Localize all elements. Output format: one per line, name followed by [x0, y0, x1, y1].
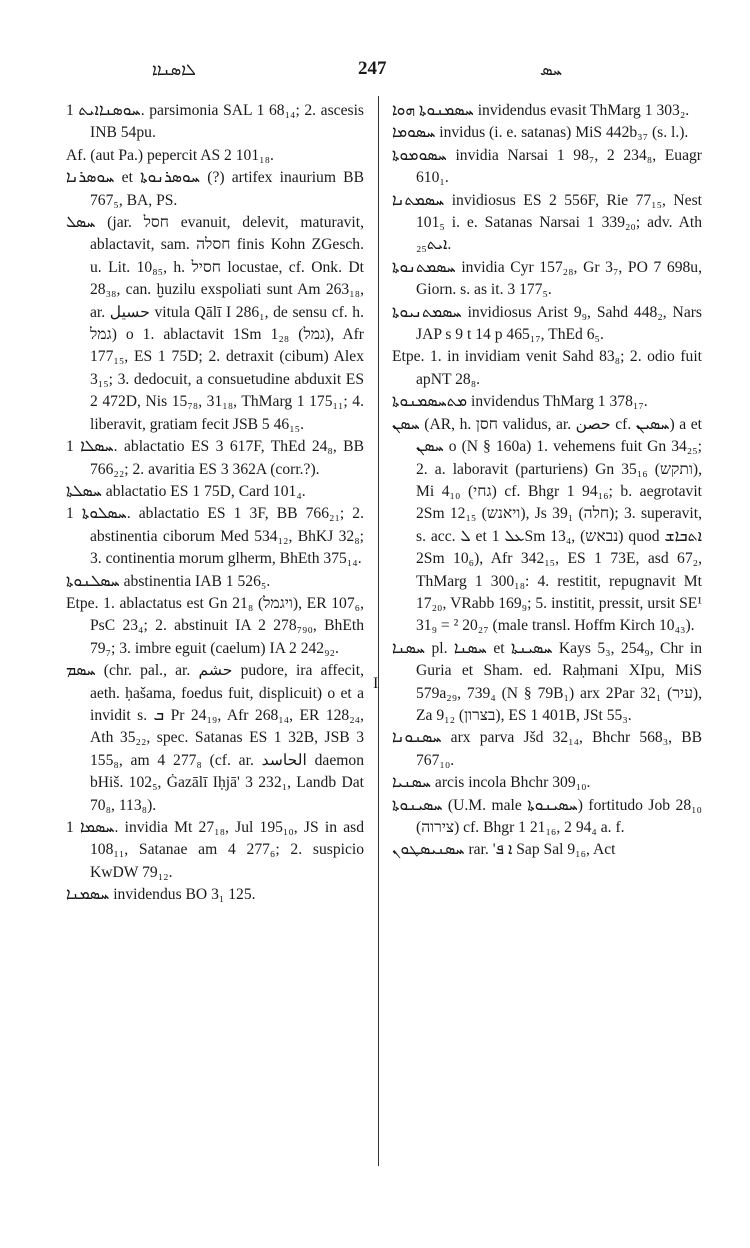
entry: ܚܘܣܪܢܐ et ܚܘܣܪܢܘܬܐ (?) artifex inaurium BB 767₅, BA, PS. — [66, 169, 364, 209]
entry: ܚܣܠܬܐ ablactatio ES 1 75D, Card 101₄. — [66, 482, 306, 500]
column-divider — [378, 96, 379, 1166]
entry: ܚܘܣܢܐܐܝܬ 1. parsimonia SAL 1 68₁₄; 2. ascesis INB 54pu. — [66, 102, 364, 142]
entry: ܚܣܡܢܘܬܐ ܗܘܐ invidendus evasit ThMarg 1 303₂. — [392, 102, 690, 119]
entry: ܚܣܡܬܢܐ invidiosus ES 2 556F, Rie 77₁₅, Nest 101₅ i. e. Satanas Narsai 1 339₂₀; adv. Ath ܐܝܬ₂₅. — [392, 191, 702, 254]
entry: ܚܣܡܬܢܘܬܐ invidia Cyr 157₂₈, Gr 3₇, PO 7 698u, Giorn. s. as it. 3 177₅. — [392, 258, 702, 299]
entry: ܚܣܡܬܢܝܘܬܐ invidiosus Arist 9₉, Sahd 448₂, Nars JAP s 9 t 14 p 465₁₇, ThEd 6₅. — [392, 303, 702, 344]
entry: ܚܣܝܢܘܬܐ (U.M. male ܚܣܝܢܘܬܐ) fortitudo Job 28₁₀ (צירוה) cf. Bhgr 1 21₁₆, 2 94₄ a. f. — [392, 796, 702, 836]
running-header — [0, 58, 750, 82]
entry: ܚܣܢܝܣܛܘܢ rar. 'ܐ ܦ Sap Sal 9₁₆, Act — [392, 841, 616, 859]
section-marker: I — [373, 675, 379, 692]
entry: ܚܣܢܘܢܐ arx parva Jšd 32₁₄, Bhchr 568₃, BB 767₁₀. — [392, 729, 702, 769]
entry: ܚܣܡܢܐ invidendus BO 3₁ 125. — [66, 886, 256, 904]
entry: ܚܣܢܝܐ arcis incola Bhchr 309₁₀. — [392, 774, 591, 792]
entry: Af. (aut Pa.) pepercit AS 2 101₁₈. — [66, 146, 274, 164]
entry: ܡܬܚܣܡܢܘܬܐ invidendus ThMarg 1 378₁₇. — [392, 393, 648, 411]
entry: ܚܣܠܘܬܐ 1. ablactatio ES 1 3F, BB 766₂₁; 2. abstinentia ciborum Med 534₁₂, BhKJ 32₈; 3. continentia morum glherm, BhEth 375₁₄. — [66, 505, 364, 568]
entry: ܚܣܠ (jar. חסל evanuit, delevit, maturavit, ablactavit, sam. חסלה finis Kohn ZGesch. u. Lit. 10₈₅, h. חסיל locustae, cf. Onk. Dt 28₃₈, can. ḫuzilu exspoliati sunt Am 263₁₈, ar. حسيل vitula Qālī I 286₁, de sensu cf. h. גמל) o 1. ablactavit 1Sm 1₂₈ (גמל), Afr 177₁₅, ES 1 75D; 2. detraxit (cibum) Alex 3₁₅; 3. dedocuit, a consuetudine abduxit ES 2 472D, Nis 15₇₈, 31₁₈, ThMarg 1 175₁₁; 4. liberavit, gratiam fecit JSB 5 46₁₅. — [66, 214, 364, 433]
entry: ܚܣܘܡܐ invidus (i. e. satanas) MiS 442b₃₇ (s. l.). — [392, 124, 689, 142]
header-right: ܚܣ — [540, 60, 563, 79]
page-number: 247 — [358, 58, 387, 79]
entry: ܚܣܘܡܘܬܐ invidia Narsai 1 98₇, 2 234₈, Euagr 610₁. — [392, 146, 702, 187]
header-left: ܠܐܣܢܐܐ — [152, 60, 196, 79]
entry: ܚܣܢ (AR, h. חסן validus, ar. حصن cf. ܚܣܝܢ) a et ܚܣܢ o (N § 160a) 1. vehemens fuit Gn 34₂₅; 2. a. laboravit (parturiens) Gn 35₁₆ (ותקש), Mi 4₁₀ (גחי) cf. Bhgr 1 94₁₆; b. aegrotavit 2Sm 12₁₅ (ויאנש), Js 39₁ (חלה); 3. superavit, s. acc. ܠ et ܥܠ 1Sm 13₄, (נבאש) quod ܐܬܒܐܫ 2Sm 10₆), Afr 342₁₅, ES 1 73E, asd 67₂, ThMarg 1 300₁₈: 4. restitit, repugnavit Mt 17₂₀, VRabb 169₉; 5. institit, pressit, ursit SE¹ 31₉ = ² 20₂₇ (male transl. Hoffm Kirch 10₄₃). — [392, 415, 703, 635]
entry: ܚܣܠܐ 1. ablactatio ES 3 617F, ThEd 24₈, BB 766₂₂; 2. avaritia ES 3 362A (corr.?). — [66, 438, 364, 478]
entry: Etpe. 1. ablactatus est Gn 21₈ (ויגמל), ER 107₆, PsC 23₄; 2. abstinuit IA 2 278₇₉₀, BhEth 79₇; 3. imbre eguit (caelum) IA 2 242₉₂. — [66, 594, 364, 657]
right-column — [392, 100, 702, 862]
left-column — [66, 100, 364, 907]
entry: ܚܣܢܐ pl. ܚܣܢܐ et ܚܣܝܢܬܐ Kays 5₃, 254₉, Chr in Guria et Sham. ed. Raḥmani XIpu, MiS 579a₂₉, 739₄ (N § 79B₁) arx 2Par 32₁ (עיר), Za 9₁₂ (בצרון), ES 1 401B, JSt 55₃. — [392, 639, 702, 724]
entry: Etpe. 1. in invidiam venit Sahd 83₈; 2. odio fuit apNT 28₈. — [392, 348, 702, 388]
entry: ܚܣܡ (chr. pal., ar. حشم pudore, ira affecit, aeth. ḥašama, foedus fuit, displicuit) o et a invidit s. ܒ Pr 24₁₉, Afr 268₁₄, ER 128₂₄, Ath 35₂₂, spec. Satanas ES 1 32B, JSB 3 155₈, am 4 277₈ (cf. ar. الحاسد daemon bHiš. 102₅, Ġazālī Iḥjā' 3 232₁, Landb Dat 70₈, 113₈). — [66, 662, 364, 814]
entry: ܚܣܡܐ 1. invidia Mt 27₁₈, Jul 195₁₀, JS in asd 108₁₁, Satanae am 4 277₆; 2. suspicio KwDW 79₁₂. — [66, 819, 364, 881]
entry: ܚܣܠܢܘܬܐ abstinentia IAB 1 526₅. — [66, 572, 271, 590]
